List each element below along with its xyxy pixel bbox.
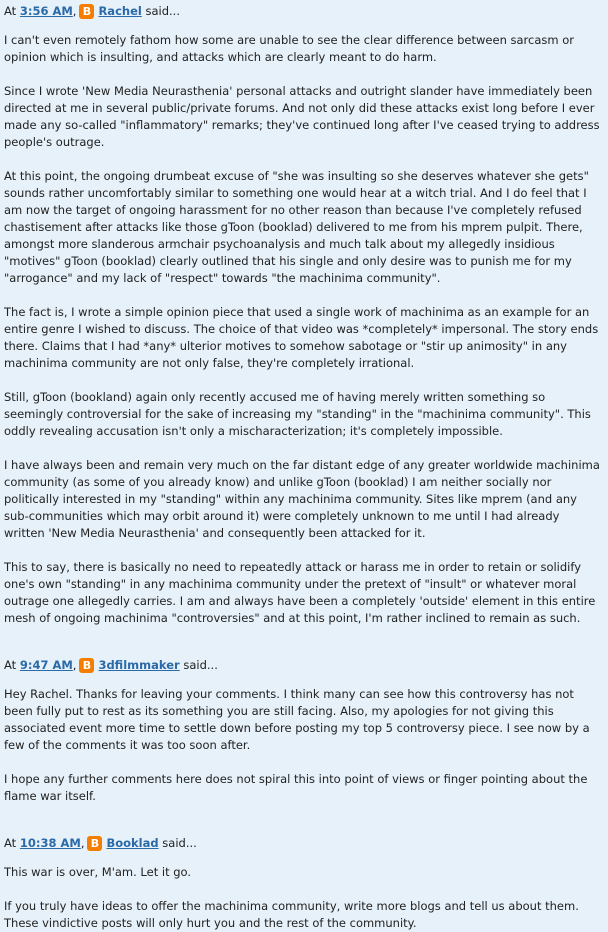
at-label: At <box>4 657 20 672</box>
said-text: said... <box>162 835 197 850</box>
comment-paragraph: At this point, the ongoing drumbeat excuse of "she was insulting so she deserves whatever she gets" sounds rather uncomfortably similar to something one would hear at a witch trial. And I do feel that I am now the target of ongoing harassment for no other reason than because I've completely refused chastisement after attacks like those gToon (booklad) delivered to me from his mprem pulpit. There, amongst more slanderous armchair psychoanalysis and much talk about my allegedly insidious "motives" gToon (booklad) clearly outlined that his single and only desire was to punish me for my "arrogance" and my lack of "respect" towards "the machinima community". <box>4 169 589 285</box>
comment-author-link[interactable]: Rachel <box>98 3 142 18</box>
comment-paragraph: This to say, there is basically no need to repeatedly attack or harass me in order to retain or solidify one's own "standing" in any machinima community under the pretext of "insult" or whatever moral outrage one allegedly carries. I am and always have been a completely 'outside' element in this entire mesh of ongoing machinima "controversies" and at this point, I'm rather inclined to remain as such. <box>4 560 596 625</box>
comment-header <box>4 656 602 674</box>
comment-paragraph: Since I wrote 'New Media Neurasthenia' personal attacks and outright slander have immediately been directed at me in several public/private forums. And not only did these attacks exist long before I ever made any so-called "inflammatory" remarks; they've continued long after I've ceased trying to address people's outrage. <box>4 84 600 149</box>
at-label: At <box>4 835 20 850</box>
comment-header <box>4 834 602 852</box>
comment-author-link[interactable]: Booklad <box>106 835 159 850</box>
comment-header <box>4 2 602 20</box>
comma: , <box>72 657 77 672</box>
at-label: At <box>4 3 20 18</box>
comment-paragraph: I hope any further comments here does not spiral this into point of views or finger pointing about the flame war itself. <box>4 772 588 803</box>
comment-paragraph: I have always been and remain very much on the far distant edge of any greater worldwide machinima community (as some of you already know) and unlike gToon (booklad) I am neither socially nor politically interested in my "standing" within any machinima community. Sites like mprem (and any sub-communities which may orbit around it) were completely unknown to me until I had already written 'New Media Neurasthenia' and consequently been attacked for it. <box>4 458 600 540</box>
blogger-icon <box>87 836 102 851</box>
comment-timestamp-link[interactable]: 3:56 AM <box>19 3 73 18</box>
comment-author-link[interactable]: 3dfilmmaker <box>98 657 180 672</box>
said-text: said... <box>145 3 180 18</box>
comment-paragraph: The fact is, I wrote a simple opinion piece that used a single work of machinima as an example for an entire genre I wished to discuss. The choice of that video was *completely* impersonal. The story ends there. Claims that I had *any* ulterior motives to somehow sabotage or "stir up animosity" in any machinima community are not only false, they're completely irrational. <box>4 305 599 370</box>
comment-paragraph: This war is over, M'am. Let it go. <box>4 865 192 879</box>
comma: , <box>72 3 77 18</box>
comment-paragraph: Hey Rachel. Thanks for leaving your comments. I think many can see how this controversy has not been fully put to rest as its something you are still facing. Also, my apologies for not giving this associated event more time to settle down before posting my top 5 controversy piece. I see now by a few of the comments it was too soon after. <box>4 687 590 752</box>
said-text: said... <box>183 657 218 672</box>
comment-paragraph: If you truly have ideas to offer the machinima community, write more blogs and tell us about them. These vindictive posts will only hurt you and the rest of the community. <box>4 899 579 930</box>
comment-paragraph: Still, gToon (bookland) again only recently accused me of having merely written something so seemingly controversial for the sake of increasing my "standing" in the "machinima community". This oddly revealing accusation isn't only a mischaracterization; it's completely impossible. <box>4 390 591 438</box>
comma: , <box>80 835 85 850</box>
comment <box>4 656 602 805</box>
comment <box>4 834 602 932</box>
comment-paragraph: I can't even remotely fathom how some are unable to see the clear difference between sarcasm or opinion which is insulting, and attacks which are clearly meant to do harm. <box>4 33 575 64</box>
comment-timestamp-link[interactable]: 9:47 AM <box>19 657 73 672</box>
blogger-icon <box>79 4 94 19</box>
comment-timestamp-link[interactable]: 10:38 AM <box>19 835 81 850</box>
blogger-icon <box>79 658 94 673</box>
comment <box>4 2 602 627</box>
